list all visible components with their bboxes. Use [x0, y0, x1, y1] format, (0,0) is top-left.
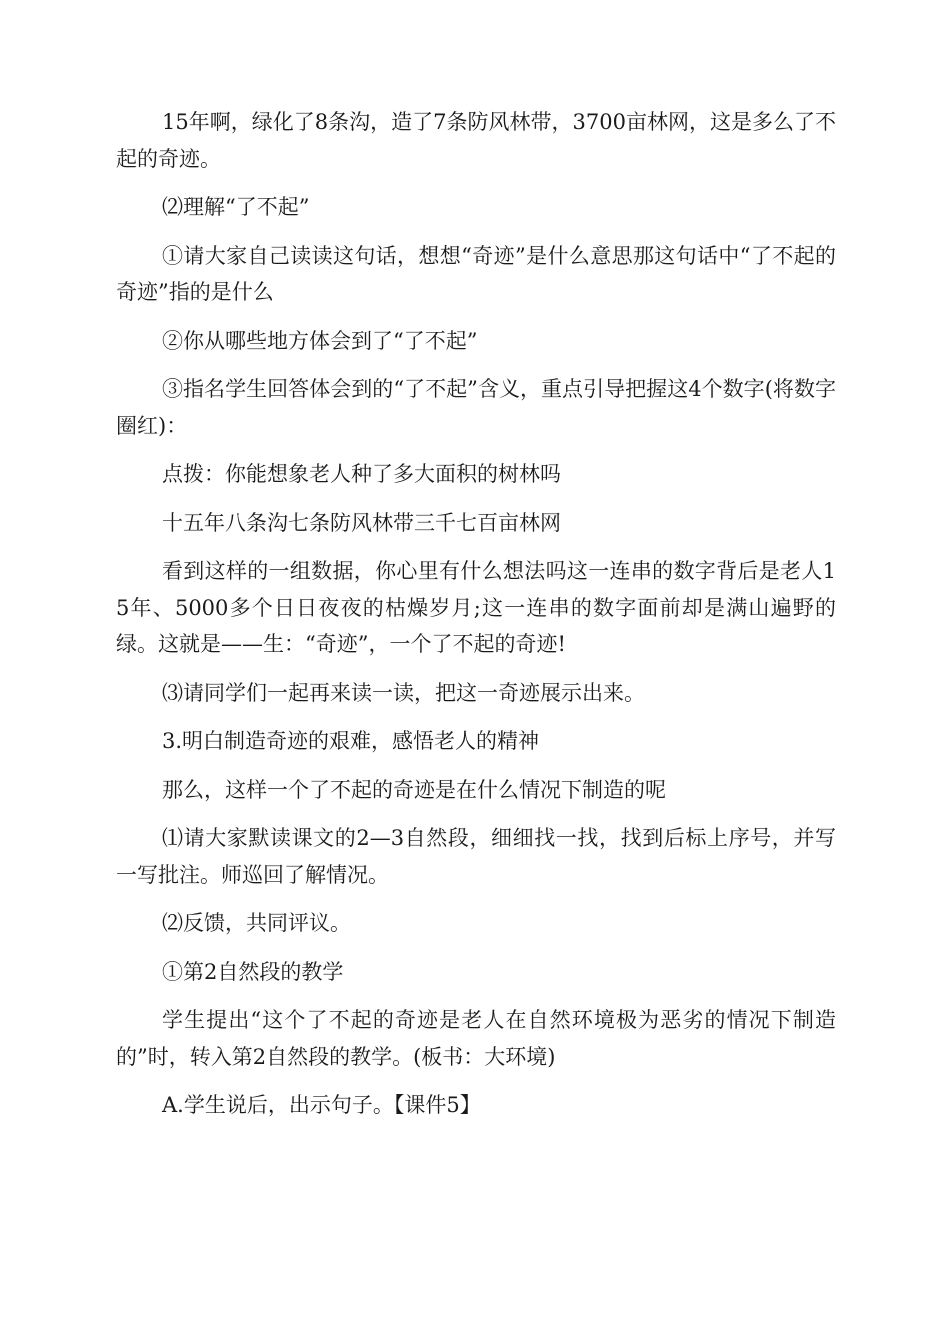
paragraph-section-heading: 3.明白制造奇迹的艰难，感悟老人的精神 — [162, 729, 540, 753]
paragraph-understand-heading: ⑵理解“了不起” — [162, 195, 310, 219]
paragraph-achievement-numbers: 15年啊，绿化了8条沟，造了7条防风林带，3700亩林网，这是多么了不起的奇迹。 — [116, 110, 836, 171]
paragraph-read-together: ⑶请同学们一起再来读一读，把这一奇迹展示出来。 — [162, 680, 645, 705]
paragraph-hint: 点拨：你能想象老人种了多大面积的树林吗 — [162, 462, 561, 486]
paragraph-silent-reading: ⑴请大家默读课文的2—3自然段，细细找一找，找到后标上序号，并写一写批注。师巡回了解情况。 — [116, 826, 836, 887]
paragraph-feedback: ⑵反馈，共同评议。 — [162, 911, 351, 935]
paragraph-student-answer: ③指名学生回答体会到的“了不起”含义，重点引导把握这4个数字(将数字圈红)： — [116, 377, 836, 438]
paragraph-question-miracle: ①请大家自己读读这句话，想想“奇迹”是什么意思那这句话中“了不起的奇迹”指的是什么 — [116, 243, 836, 304]
paragraph-environment: 学生提出“这个了不起的奇迹是老人在自然环境极为恶劣的情况下制造的”时，转入第2自然段的教学。(板书：大环境) — [116, 1008, 836, 1069]
paragraph-question-where: ②你从哪些地方体会到了“了不起” — [162, 328, 478, 353]
paragraph-show-sentence: A.学生说后，出示句子。【课件5】 — [162, 1093, 481, 1117]
paragraph-teaching-section-2: ①第2自然段的教学 — [162, 959, 344, 984]
paragraph-data-reflection: 看到这样的一组数据，你心里有什么想法吗这一连串的数字背后是老人15年、5000多个日日夜夜的枯燥岁月;这一连串的数字面前却是满山遍野的绿。这就是——生：“奇迹”，一个了不起的奇迹! — [116, 559, 836, 656]
document-page — [116, 104, 836, 1136]
paragraph-number-list: 十五年八条沟七条防风林带三千七百亩林网 — [162, 510, 561, 535]
paragraph-question-circumstances: 那么，这样一个了不起的奇迹是在什么情况下制造的呢 — [162, 777, 666, 802]
